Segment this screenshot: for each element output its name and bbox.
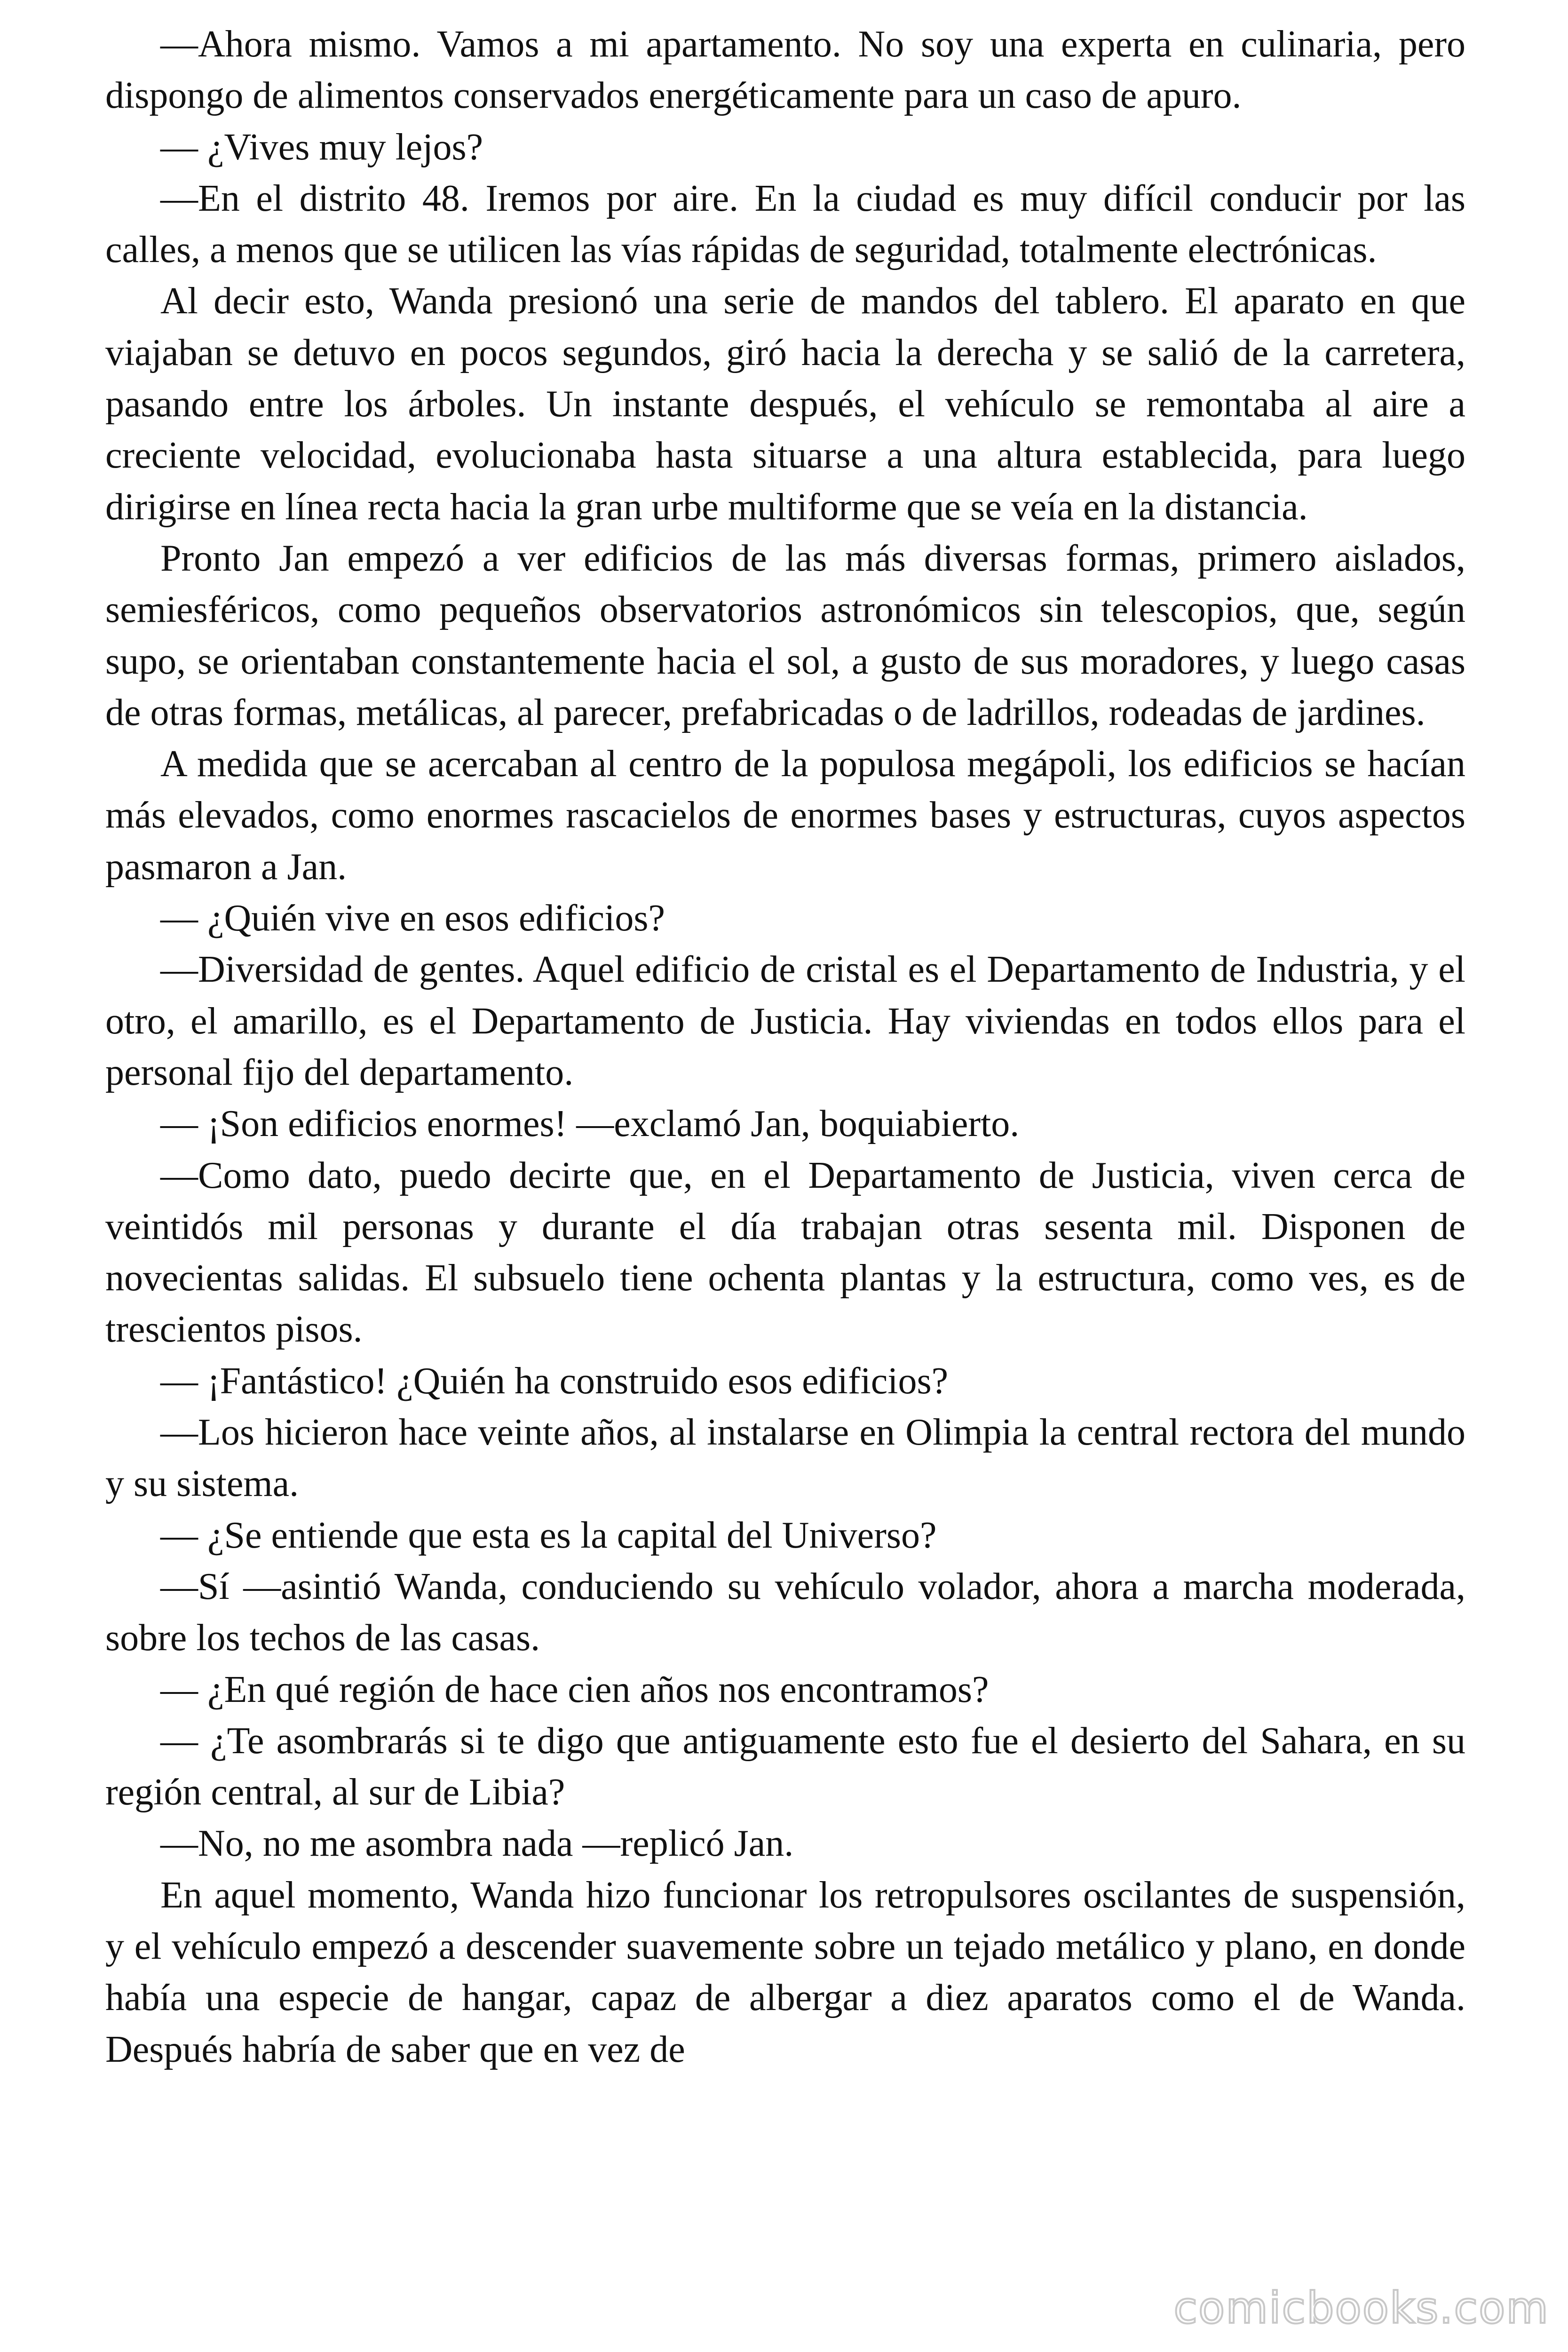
paragraph: — ¡Son edificios enormes! —exclamó Jan, boquiabierto.	[160, 1103, 1020, 1145]
watermark: comicbooks.com	[1173, 2283, 1549, 2333]
paragraph: A medida que se acercaban al centro de la populosa megápoli, los edificios se hacían más elevados, como enormes rascacielos de enormes bases y estructuras, cuyos aspectos pasmaron a Jan.	[105, 743, 1465, 888]
paragraph: Al decir esto, Wanda presionó una serie de mandos del tablero. El aparato en que viajaban se detuvo en pocos segundos, giró hacia la derecha y se salió de la carretera, pasando entre los árboles. Un instante después, el vehículo se remontaba al aire a creciente velocidad, evolucionaba hasta situarse a una altura establecida, para luego dirigirse en línea recta hacia la gran urbe multiforme que se veía en la distancia.	[105, 280, 1465, 528]
paragraph: —Diversidad de gentes. Aquel edificio de cristal es el Departamento de Industria, y el otro, el amarillo, es el Departamento de Justicia. Hay viviendas en todos ellos para el personal fijo del departamento.	[105, 949, 1465, 1093]
paragraph: — ¡Fantástico! ¿Quién ha construido esos edificios?	[160, 1360, 949, 1402]
paragraph: — ¿Te asombrarás si te digo que antiguamente esto fue el desierto del Sahara, en su región central, al sur de Libia?	[105, 1720, 1465, 1813]
paragraph: — ¿Vives muy lejos?	[160, 126, 483, 168]
paragraph: — ¿En qué región de hace cien años nos encontramos?	[160, 1669, 989, 1710]
paragraph: — ¿Se entiende que esta es la capital del Universo?	[160, 1514, 937, 1556]
page-text	[105, 19, 1465, 2075]
paragraph: —Los hicieron hace veinte años, al instalarse en Olimpia la central rectora del mundo y su sistema.	[105, 1412, 1465, 1505]
paragraph: —Como dato, puedo decirte que, en el Departamento de Justicia, viven cerca de veintidós mil personas y durante el día trabajan otras sesenta mil. Disponen de novecientas salidas. El subsuelo tiene ochenta plantas y la estructura, como ves, es de trescientos pisos.	[105, 1154, 1465, 1351]
paragraph: —Ahora mismo. Vamos a mi apartamento. No soy una experta en culinaria, pero dispongo de alimentos conservados energéticamente para un caso de apuro.	[105, 24, 1465, 117]
paragraph: — ¿Quién vive en esos edificios?	[160, 898, 665, 939]
paragraph: —En el distrito 48. Iremos por aire. En la ciudad es muy difícil conducir por las calles, a menos que se utilicen las vías rápidas de seguridad, totalmente electrónicas.	[105, 177, 1465, 271]
paragraph: —Sí —asintió Wanda, conduciendo su vehículo volador, ahora a marcha moderada, sobre los techos de las casas.	[105, 1565, 1465, 1659]
paragraph: En aquel momento, Wanda hizo funcionar los retropulsores oscilantes de suspensión, y el vehículo empezó a descender suavemente sobre un tejado metálico y plano, en donde había una especie de hangar, capaz de albergar a diez aparatos como el de Wanda. Después habría de saber que en vez de	[105, 1874, 1465, 2070]
paragraph: —No, no me asombra nada —replicó Jan.	[160, 1823, 794, 1865]
paragraph: Pronto Jan empezó a ver edificios de las más diversas formas, primero aislados, semiesféricos, como pequeños observatorios astronómicos sin telescopios, que, según supo, se orientaban constantemente hacia el sol, a gusto de sus moradores, y luego casas de otras formas, metálicas, al parecer, prefabricadas o de ladrillos, rodeadas de jardines.	[105, 537, 1465, 733]
